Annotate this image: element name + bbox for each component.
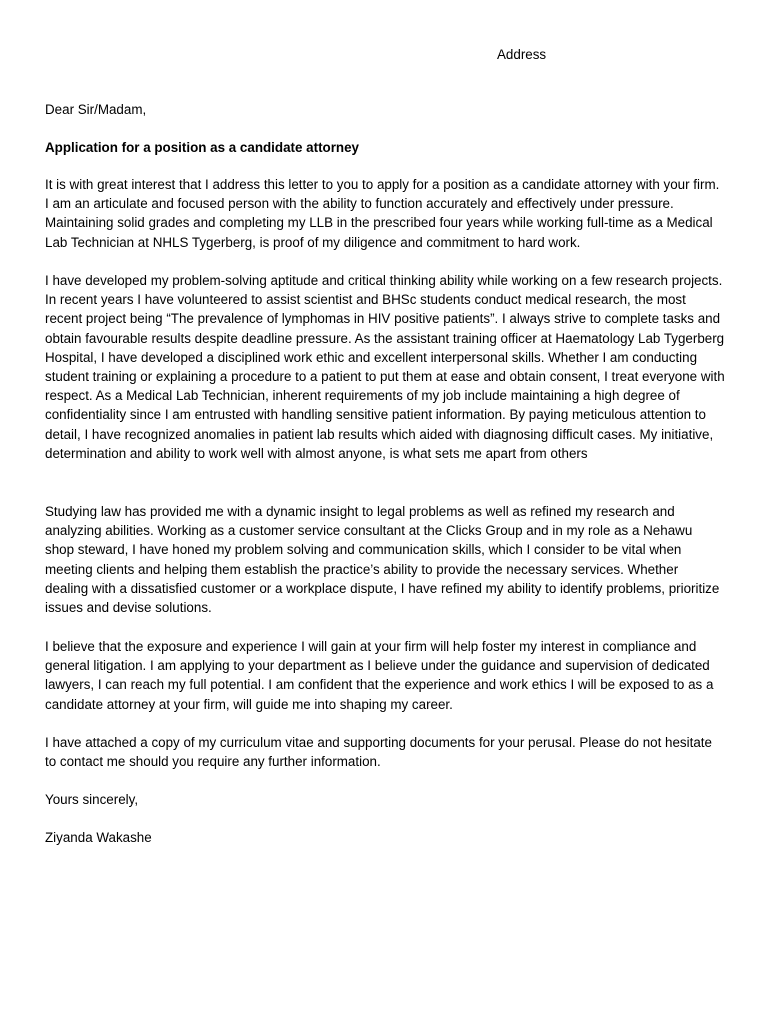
- body-paragraph: I believe that the exposure and experience I will gain at your firm will help foster my interest in compliance and general litigation. I am applying to your department as I believe under the guidance and supervision of dedicated lawyers, I can reach my full potential. I am confident that the experience and work ethics I will be exposed to as a candidate attorney at your firm, will guide me into shaping my career.: [45, 639, 714, 712]
- closing: Yours sincerely,: [45, 792, 139, 807]
- body-paragraph: It is with great interest that I address this letter to you to apply for a position as a candidate attorney with your firm. I am an articulate and focused person with the ability to function accurately and effectively under pressure. Maintaining solid grades and completing my LLB in the prescribed four years while working full-time as a Medical Lab Technician at NHLS Tygerberg, is proof of my diligence and commitment to hard work.: [45, 177, 720, 250]
- signature-name: Ziyanda Wakashe: [45, 830, 152, 845]
- sender-address: Address: [497, 47, 547, 62]
- body-paragraph: I have developed my problem-solving aptitude and critical thinking ability while working on a few research projects. In recent years I have volunteered to assist scientist and BHSc students conduct medical research, the most recent project being “The prevalence of lymphomas in HIV positive patients”. I always strive to complete tasks and obtain favourable results despite deadline pressure. As the assistant training officer at Haematology Lab Tygerberg Hospital, I have developed a disciplined work ethic and excellent interpersonal skills. Whether I am conducting student training or explaining a procedure to a patient to put them at ease and obtain consent, I treat everyone with respect. As a Medical Lab Technician, inherent requirements of my job include maintaining a high degree of confidentiality since I am entrusted with handling sensitive patient information. By paying meticulous attention to detail, I have recognized anomalies in patient lab results which aided with diagnosing difficult cases. My initiative, determination and ability to work well with almost anyone, is what sets me apart from others: [45, 273, 725, 461]
- body-paragraph: Studying law has provided me with a dynamic insight to legal problems as well as refined my research and analyzing abilities. Working as a customer service consultant at the Clicks Group and in my role as a Nehawu shop steward, I have honed my problem solving and communication skills, which I consider to be vital when meeting clients and helping them establish the practice’s ability to provide the necessary services. Whether dealing with a dissatisfied customer or a workplace dispute, I have refined my ability to identify problems, prioritize issues and devise solutions.: [45, 504, 720, 616]
- subject-line: Application for a position as a candidate attorney: [45, 140, 359, 155]
- body-paragraph: I have attached a copy of my curriculum vitae and supporting documents for your perusal. Please do not hesitate to contact me should you require any further information.: [45, 735, 712, 770]
- salutation: Dear Sir/Madam,: [45, 102, 147, 117]
